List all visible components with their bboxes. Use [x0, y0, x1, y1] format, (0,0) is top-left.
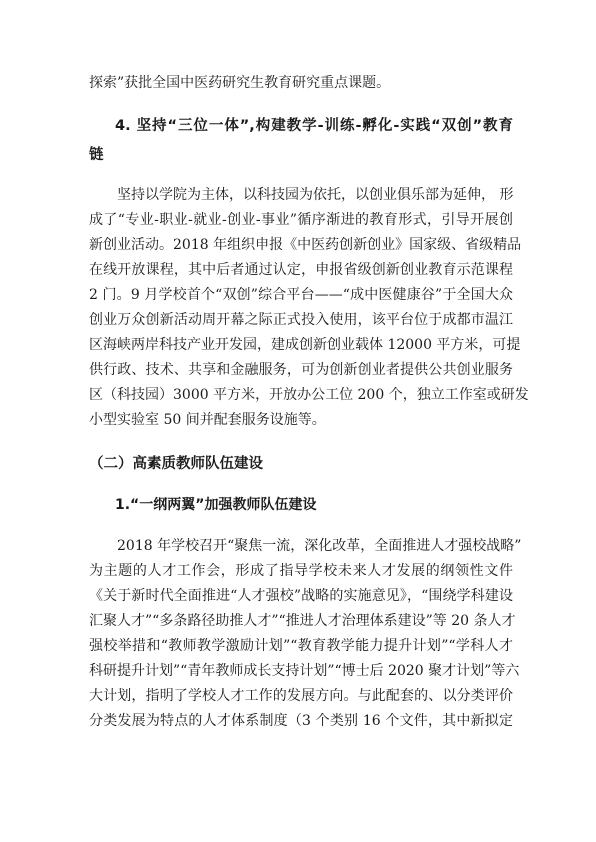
paragraph-line: 供行政、技术、共享和金融服务，可为创新创业者提供公共创业服务 [89, 362, 513, 378]
paragraph-line: 探索”获批全国中医药研究生教育研究重点课题。 [89, 75, 391, 91]
paragraph-line: 创业万众创新活动周开幕之际正式投入使用，该平台位于成都市温江 [89, 312, 513, 328]
paragraph-line: 为主题的人才工作会，形成了指导学校未来人才发展的纲领性文件 [89, 563, 513, 579]
section-title: （二）高素质教师队伍建设 [89, 456, 263, 472]
paragraph-line: 区（科技园）3000 平方米，开放办公工位 200 个，独立工作室或研发 [89, 387, 529, 403]
paragraph-line: 区海峡两岸科技产业开发园，建成创新创业载体 12000 平方米，可提 [89, 337, 521, 353]
paragraph-line: 成了“专业-职业-就业-创业-事业”循序渐进的教育形式，引导开展创 [89, 212, 513, 228]
paragraph-line: 新创业活动。2018 年组织申报《中医药创新创业》国家级、省级精品 [89, 237, 522, 253]
paragraph-line: 小型实验室 50 间并配套服务设施等。 [89, 412, 326, 428]
subheading-line: 4. 坚持“三位一体”,构建教学-训练-孵化-实践“双创”教育 [115, 118, 513, 134]
paragraph-line: 《关于新时代全面推进“人才强校”战略的实施意见》，“围绕学科建设 [89, 588, 513, 604]
paragraph-line: 2018 年学校召开“聚焦一流，深化改革，全面推进人才强校战略” [117, 538, 522, 554]
subheading-title: 1.“一纲两翼”加强教师队伍建设 [115, 497, 317, 513]
paragraph-line: 强校举措和“教师教学激励计划”“教育教学能力提升计划”“学科人才 [89, 638, 513, 654]
paragraph-line: 分类发展为特点的人才体系制度（3 个类别 16 个文件，其中新拟定 [89, 713, 513, 729]
paragraph-line: 汇聚人才”“多条路径助推人才”“推进人才治理体系建设”等 20 条人才 [89, 613, 516, 629]
paragraph-line: 在线开放课程，其中后者通过认定，申报省级创新创业教育示范课程 [89, 262, 513, 278]
paragraph-line: 科研提升计划”“青年教师成长支持计划”“博士后 2020 聚才计划”等六 [89, 663, 520, 679]
paragraph-line: 大计划，指明了学校人才工作的发展方向。与此配套的、以分类评价 [89, 688, 513, 704]
subheading-line: 链 [89, 147, 104, 163]
paragraph-line: 2 门。9 月学校首个“双创”综合平台——“成中医健康谷”于全国大众 [89, 287, 513, 303]
paragraph-line: 坚持以学院为主体，以科技园为依托，以创业俱乐部为延伸， 形 [117, 187, 514, 203]
